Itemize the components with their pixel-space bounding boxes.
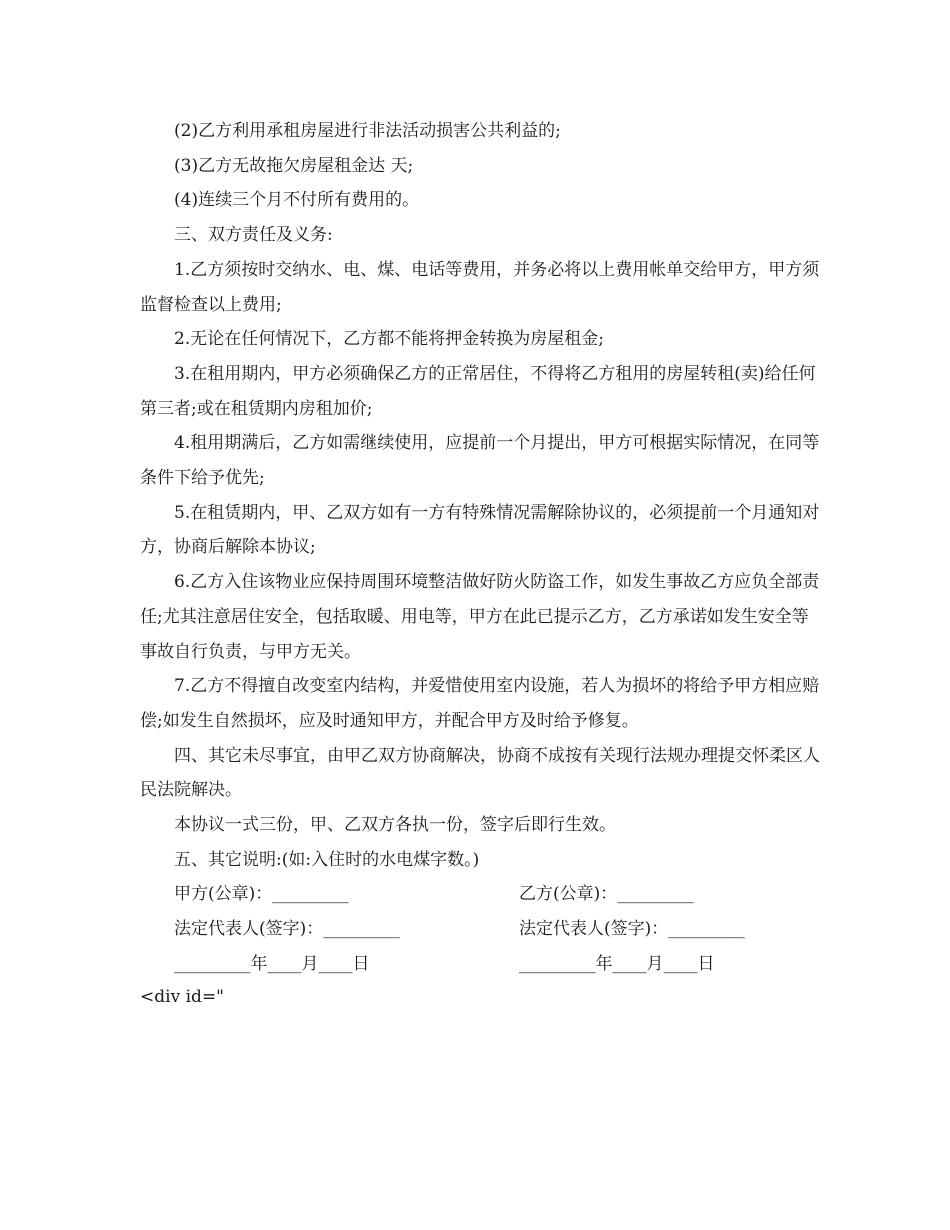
party-a-rep-field[interactable]: 法定代表人(签字)：_________ (174, 919, 400, 940)
signature-row-rep (140, 912, 820, 947)
duty-3: 3.在租用期内，甲方必须确保乙方的正常居住，不得将乙方租用的房屋转租(卖)给任何第三者;或在租赁期内房租加价; (140, 363, 816, 419)
signature-row-seal (140, 877, 820, 912)
duty-4: 4.租用期满后，乙方如需继续使用，应提前一个月提出，甲方可根据实际情况，在同等条件下给予优先; (140, 433, 820, 489)
party-b-seal-field[interactable]: 乙方(公章)：_________ (519, 884, 694, 905)
signature-row-date (140, 947, 820, 982)
clause-2: (2)乙方利用承租房屋进行非法活动损害公共利益的; (174, 121, 561, 141)
party-a-seal-field[interactable]: 甲方(公章)：_________ (174, 884, 349, 905)
section-4: 四、其它未尽事宜，由甲乙双方协商解决，协商不成按有关现行法规办理提交怀柔区人民法院解决。 (140, 745, 820, 801)
duty-7: 7.乙方不得擅自改变室内结构，并爱惜使用室内设施，若人为损坏的将给予甲方相应赔偿;如发生自然损坏，应及时通知甲方，并配合甲方及时给予修复。 (140, 676, 820, 731)
contract-body (140, 114, 820, 982)
clause-3: (3)乙方无故拖欠房屋租金达 天; (174, 155, 414, 176)
clause-4: (4)连续三个月不付所有费用的。 (174, 190, 420, 211)
duty-5: 5.在租赁期内，甲、乙双方如有一方有特殊情况需解除协议的，必须提前一个月通知对方，协商后解除本协议; (140, 502, 820, 558)
party-a-date-field[interactable]: _________年____月____日 (174, 953, 370, 974)
party-b-rep-field[interactable]: 法定代表人(签字)：_________ (519, 919, 745, 940)
section-5: 五、其它说明:(如:入住时的水电煤字数。) (174, 849, 480, 870)
duty-2: 2.无论在任何情况下，乙方都不能将押金转换为房屋租金; (174, 329, 604, 350)
duty-6: 6.乙方入住该物业应保持周围环境整洁做好防火防盗工作，如发生事故乙方应负全部责任;尤其注意居住安全，包括取暖、用电等，甲方在此已提示乙方，乙方承诺如发生安全等事故自行负责，与甲方无关。 (140, 572, 820, 662)
section-3-heading: 三、双方责任及义务: (174, 225, 333, 246)
copies-clause: 本协议一式三份，甲、乙双方各执一份，签字后即行生效。 (174, 815, 616, 836)
party-b-date-field[interactable]: _________年____月____日 (519, 953, 715, 974)
trailing-markup-text: <div id=" (140, 987, 224, 1007)
duty-1: 1.乙方须按时交纳水、电、煤、电话等费用，并务必将以上费用帐单交给甲方，甲方须监督检查以上费用; (140, 259, 820, 315)
